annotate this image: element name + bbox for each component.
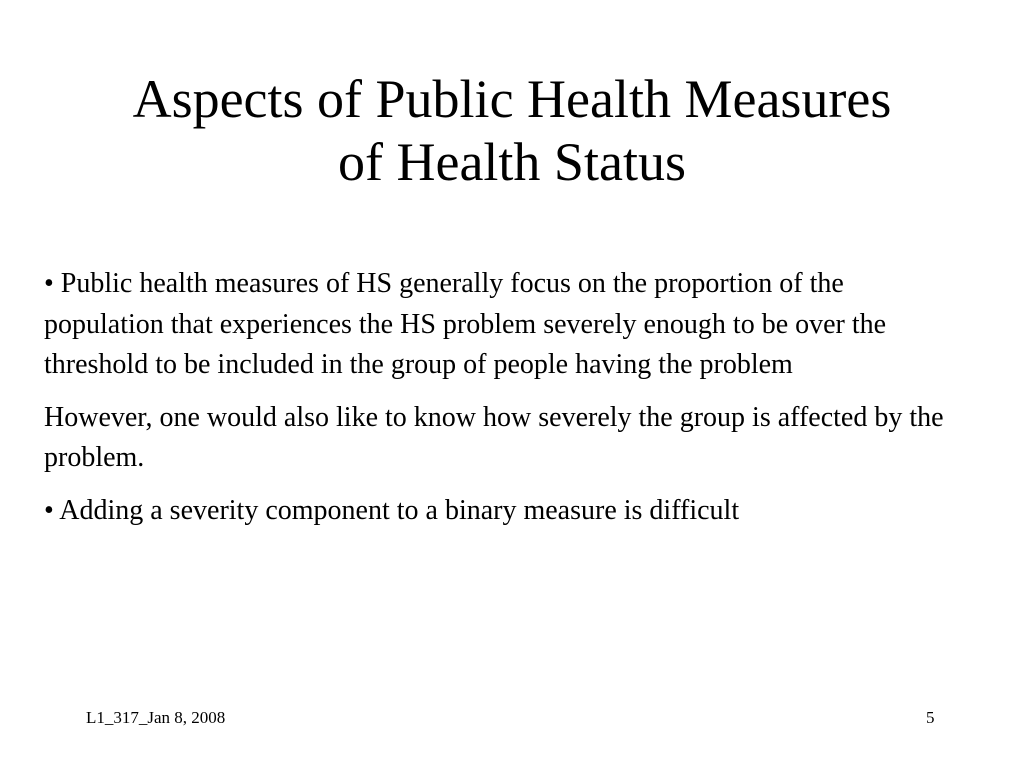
bullet-paragraph: • Adding a severity component to a binary measure is difficult — [44, 494, 740, 526]
footer-date: L1_317_Jan 8, 2008 — [86, 708, 226, 727]
slide-number: 5 — [926, 708, 935, 727]
slide-title-line-1: Aspects of Public Health Measures — [132, 69, 892, 129]
slide-title-line-2: of Health Status — [338, 132, 686, 192]
bullet-paragraph: • Public health measures of HS generally focus on the proportion of the population that experiences the HS problem severely enough to be over the threshold to be included in the group of people having the problem — [44, 268, 887, 380]
slide-body — [44, 264, 944, 543]
body-paragraph: However, one would also like to know how severely the group is affected by the problem. — [44, 401, 944, 473]
slide-title — [40, 68, 984, 194]
